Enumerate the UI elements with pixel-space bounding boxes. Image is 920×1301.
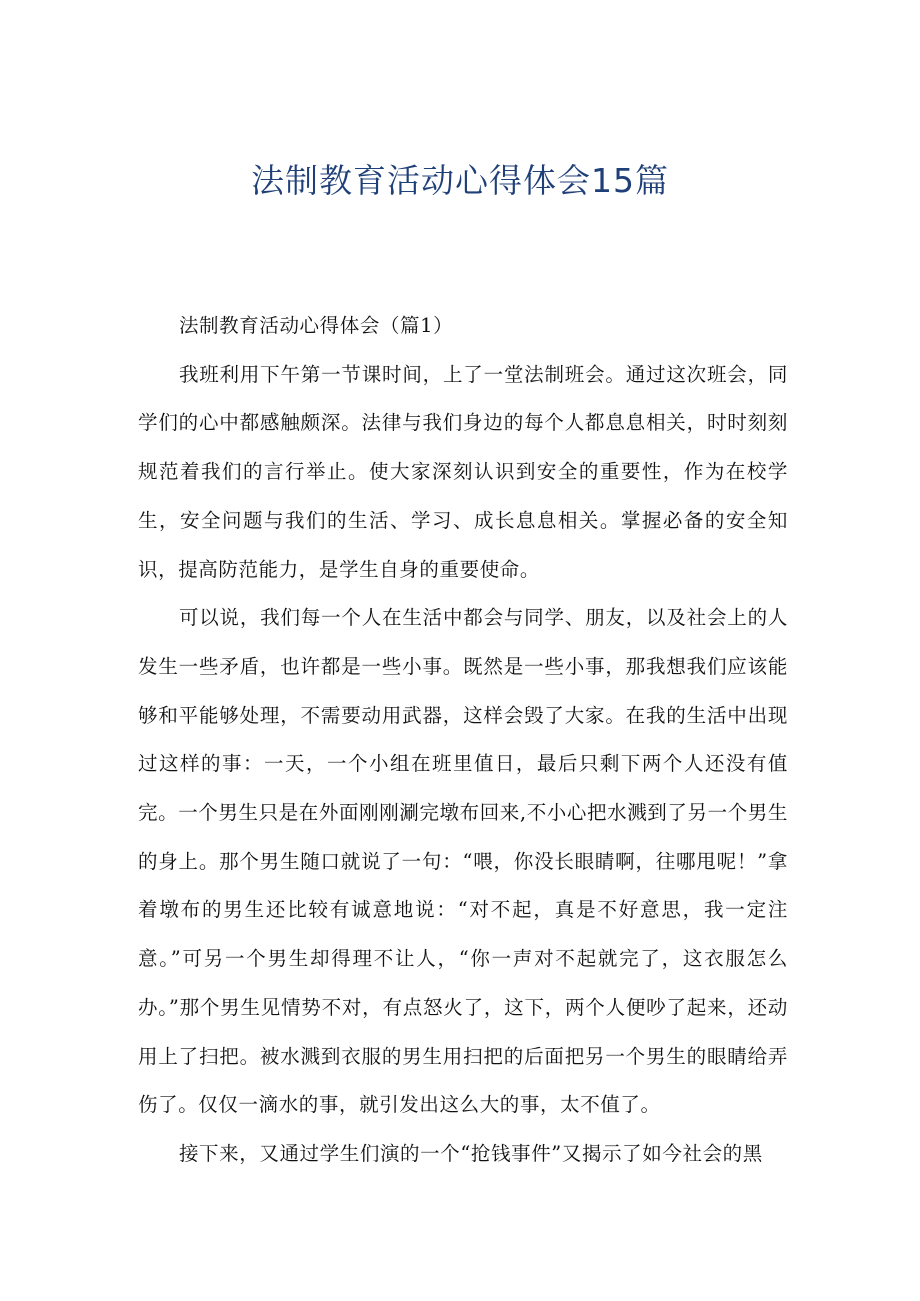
document-title: 法制教育活动心得体会15篇 [251, 161, 669, 200]
document-body [138, 302, 788, 1179]
paragraph: 接下来，又通过学生们演的一个“抢钱事件”又揭示了如今社会的黑 [178, 1141, 763, 1165]
section-heading: 法制教育活动心得体会（篇1） [178, 314, 454, 337]
paragraph: 可以说，我们每一个人在生活中都会与同学、朋友，以及社会上的人发生一些矛盾，也许都是一些小事。既然是一些小事，那我想我们应该能够和平能够处理，不需要动用武器，这样会毁了大家。在我的生活中出现过这样的事：一天，一个小组在班里值日，最后只剩下两个人还没有值完。一个男生只是在外面刚刚涮完墩布回来,不小心把水溅到了另一个男生的身上。那个男生随口就说了一句：“喂，你没长眼睛啊，往哪甩呢！”拿着墩布的男生还比较有诚意地说：“对不起，真是不好意思，我一定注意。”可另一个男生却得理不让人，“你一声对不起就完了，这衣服怎么办。”那个男生见情势不对，有点怒火了，这下，两个人便吵了起来，还动用上了扫把。被水溅到衣服的男生用扫把的后面把另一个男生的眼睛给弄伤了。仅仅一滴水的事，就引发出这么大的事，太不值了。 [138, 606, 788, 1117]
paragraph: 我班利用下午第一节课时间，上了一堂法制班会。通过这次班会，同学们的心中都感触颇深。法律与我们身边的每个人都息息相关，时时刻刻规范着我们的言行举止。使大家深刻认识到安全的重要性，作为在校学生，安全问题与我们的生活、学习、成长息息相关。掌握必备的安全知识，提高防范能力，是学生自身的重要使命。 [138, 362, 788, 581]
